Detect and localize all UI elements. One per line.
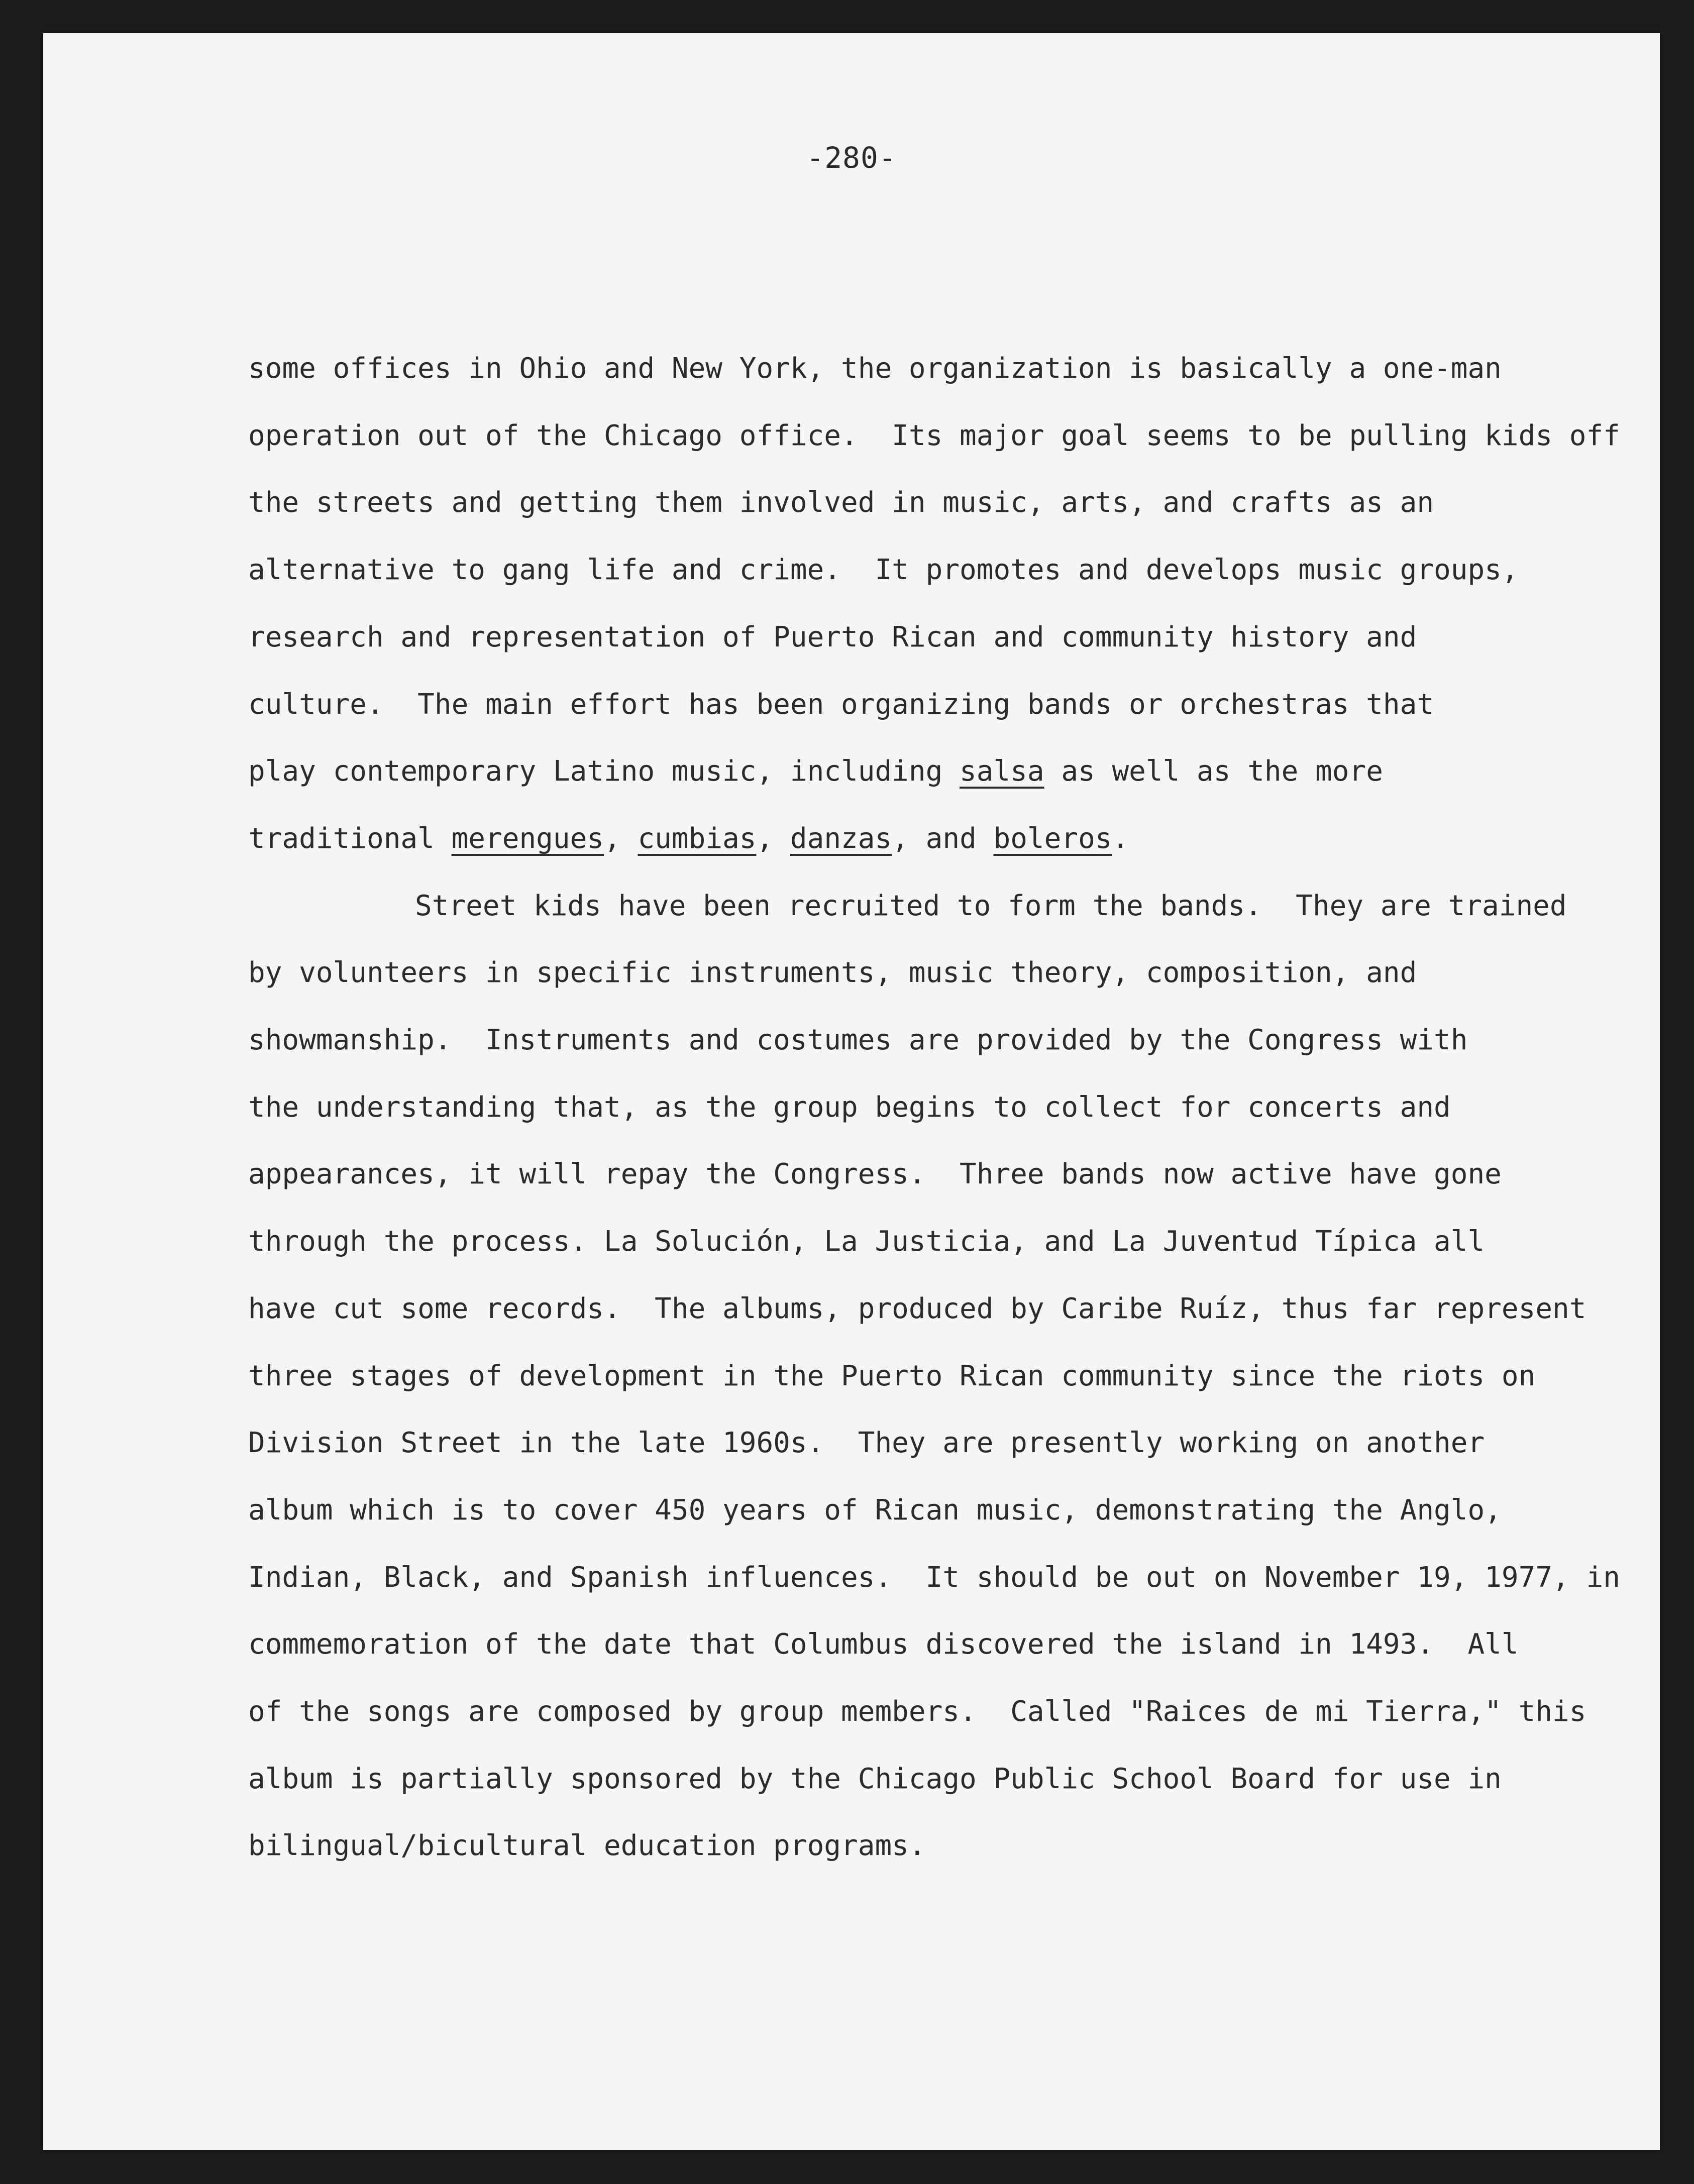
text-line <box>248 1026 1467 1054</box>
text-run: Indian, Black, and Spanish influences. It should be out on November 19, 1977, in <box>248 1561 1620 1594</box>
underlined-term: cumbias <box>638 822 757 855</box>
text-run: the streets and getting them involved in music, arts, and crafts as an <box>248 486 1434 519</box>
text-run: have cut some records. The albums, produced by Caribe Ruíz, thus far represent <box>248 1292 1586 1325</box>
underlined-term: salsa <box>960 755 1044 788</box>
document-page <box>43 33 1660 2150</box>
text-run: alternative to gang life and crime. It promotes and develops music groups, <box>248 554 1519 587</box>
underlined-term: merengues <box>451 822 604 855</box>
text-line <box>248 1090 1451 1124</box>
text-line <box>248 1493 1502 1526</box>
text-run: play contemporary Latino music, including <box>248 755 960 788</box>
text-line <box>415 889 1567 922</box>
text-line <box>248 1225 1485 1258</box>
text-run: three stages of development in the Puerto Rican community since the riots on <box>248 1359 1536 1392</box>
text-line <box>248 1292 1586 1325</box>
text-line <box>248 822 1129 855</box>
text-run: album which is to cover 450 years of Rican music, demonstrating the Anglo, <box>248 1493 1502 1526</box>
text-run: research and representation of Puerto Rican and community history and <box>248 620 1417 653</box>
text-run: as well as the more <box>1044 755 1383 788</box>
text-run: culture. The main effort has been organizing bands or orchestras that <box>248 688 1434 721</box>
text-line <box>248 352 1502 385</box>
text-run: some offices in Ohio and New York, the organization is basically a one-man <box>248 352 1502 385</box>
text-line <box>248 1427 1485 1460</box>
text-run: Street kids have been recruited to form the bands. They are trained <box>415 889 1567 922</box>
underlined-term: danzas <box>790 822 892 855</box>
text-run: of the songs are composed by group members. Called "Raices de mi Tierra," this <box>248 1695 1586 1728</box>
text-line <box>248 688 1434 721</box>
text-line <box>248 757 1383 786</box>
text-line <box>248 554 1519 587</box>
text-run: . <box>1112 822 1129 855</box>
page-number: -280- <box>806 141 897 175</box>
text-run: through the process. La Solución, La Justicia, and La Juventud Típica all <box>248 1225 1485 1258</box>
text-run: the understanding that, as the group begins to collect for concerts and <box>248 1090 1451 1124</box>
text-line <box>248 620 1417 653</box>
text-run: , and <box>892 822 994 855</box>
text-run: , <box>756 822 790 855</box>
text-line <box>248 486 1434 519</box>
text-run: , <box>604 822 638 855</box>
text-line <box>248 1158 1502 1191</box>
text-run: by volunteers in specific instruments, music theory, composition, and <box>248 956 1417 990</box>
text-run: commemoration of the date that Columbus discovered the island in 1493. All <box>248 1628 1519 1661</box>
text-line <box>248 1829 926 1863</box>
text-run: appearances, it will repay the Congress. Three bands now active have gone <box>248 1158 1502 1191</box>
text-line <box>248 419 1620 452</box>
text-line <box>248 1695 1586 1728</box>
underlined-term: boleros <box>993 822 1112 855</box>
text-line <box>248 1359 1536 1392</box>
text-line <box>248 1630 1519 1659</box>
text-run: operation out of the Chicago office. Its major goal seems to be pulling kids off <box>248 419 1620 452</box>
text-line <box>248 1561 1620 1594</box>
text-run: album is partially sponsored by the Chicago Public School Board for use in <box>248 1762 1502 1795</box>
text-run: bilingual/bicultural education programs. <box>248 1829 926 1863</box>
text-line <box>248 1762 1502 1795</box>
text-run: Division Street in the late 1960s. They are presently working on another <box>248 1427 1485 1460</box>
text-run: showmanship. Instruments and costumes are provided by the Congress with <box>248 1024 1468 1056</box>
text-run: traditional <box>248 822 452 855</box>
text-line <box>248 956 1417 990</box>
